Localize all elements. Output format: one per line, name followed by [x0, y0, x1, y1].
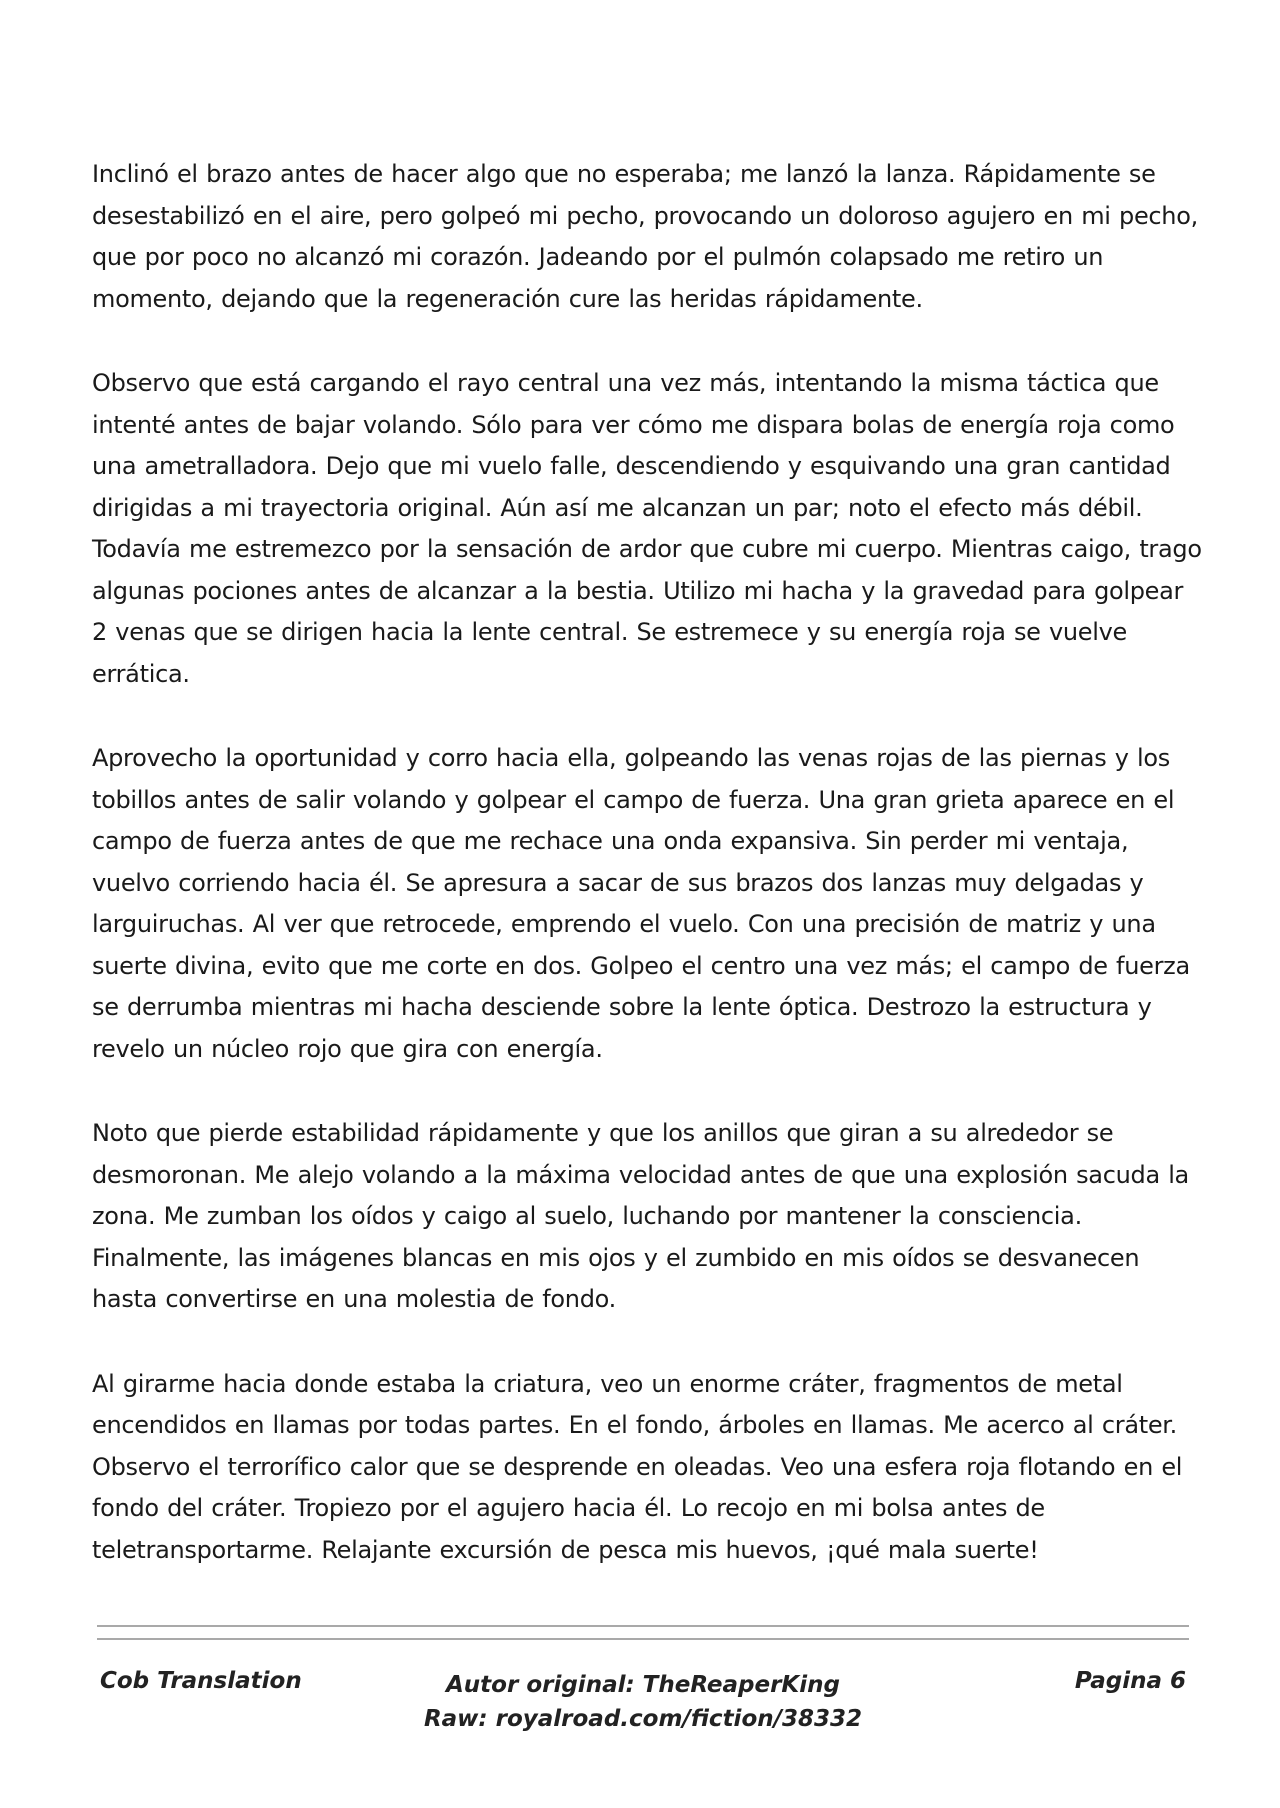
footer-credits [97, 1668, 1189, 1736]
footer-divider-bottom [97, 1638, 1189, 1640]
footer-raw-source: Raw: royalroad.com/fiction/38332 [423, 1706, 863, 1732]
paragraph-2: Observo que está cargando el rayo central una vez más, intentando la misma táctica que intenté antes de bajar volando. Sólo para ver cómo me dispara bolas de energía roja como una ametralladora. Dejo que mi vuelo falle, descendiendo y esquivando una gran cantidad dirigidas a mi trayectoria original. Aún así me alcanzan un par; noto el efecto más débil. Todavía me estremezco por la sensación de ardor que cubre mi cuerpo. Mientras caigo, trago algunas pociones antes de alcanzar a la bestia. Utilizo mi hacha y la gravedad para golpear 2 venas que se dirigen hacia la lente central. Se estremece y su energía roja se vuelve errática. [92, 369, 1202, 688]
footer-translator: Cob Translation [100, 1668, 302, 1694]
body-text [92, 154, 1204, 1614]
paragraph-5: Al girarme hacia donde estaba la criatura, veo un enorme cráter, fragmentos de metal encendidos en llamas por todas partes. En el fondo, árboles en llamas. Me acerco al cráter. Observo el terrorífico calor que se desprende en oleadas. Veo una esfera roja flotando en el fondo del cráter. Tropiezo por el agujero hacia él. Lo recojo en mi bolsa antes de teletransportarme. Relajante excursión de pesca mis huevos, ¡qué mala suerte! [92, 1369, 1183, 1564]
paragraph-1: Inclinó el brazo antes de hacer algo que no esperaba; me lanzó la lanza. Rápidamente se desestabilizó en el aire, pero golpeó mi pecho, provocando un doloroso agujero en mi pecho, que por poco no alcanzó mi corazón. Jadeando por el pulmón colapsado me retiro un momento, dejando que la regeneración cure las heridas rápidamente. [92, 160, 1198, 313]
paragraph-4: Noto que pierde estabilidad rápidamente y que los anillos que giran a su alrededor se desmoronan. Me alejo volando a la máxima velocidad antes de que una explosión sacuda la zona. Me zumban los oídos y caigo al suelo, luchando por mantener la consciencia. Finalmente, las imágenes blancas en mis ojos y el zumbido en mis oídos se desvanecen hasta convertirse en una molestia de fondo. [92, 1119, 1189, 1313]
paragraph-3: Aprovecho la oportunidad y corro hacia ella, golpeando las venas rojas de las piernas y los tobillos antes de salir volando y golpear el campo de fuerza. Una gran grieta aparece en el campo de fuerza antes de que me rechace una onda expansiva. Sin perder mi ventaja, vuelvo corriendo hacia él. Se apresura a sacar de sus brazos dos lanzas muy delgadas y larguiruchas. Al ver que retrocede, emprendo el vuelo. Con una precisión de matriz y una suerte divina, evito que me corte en dos. Golpeo el centro una vez más; el campo de fuerza se derrumba mientras mi hacha desciende sobre la lente óptica. Destrozo la estructura y revelo un núcleo rojo que gira con energía. [92, 744, 1190, 1063]
page-footer [97, 1668, 1189, 1748]
footer-author: Autor original: TheReaperKing [446, 1672, 840, 1698]
footer-page-number: Pagina 6 [1074, 1668, 1186, 1694]
footer-divider-top [97, 1625, 1189, 1627]
